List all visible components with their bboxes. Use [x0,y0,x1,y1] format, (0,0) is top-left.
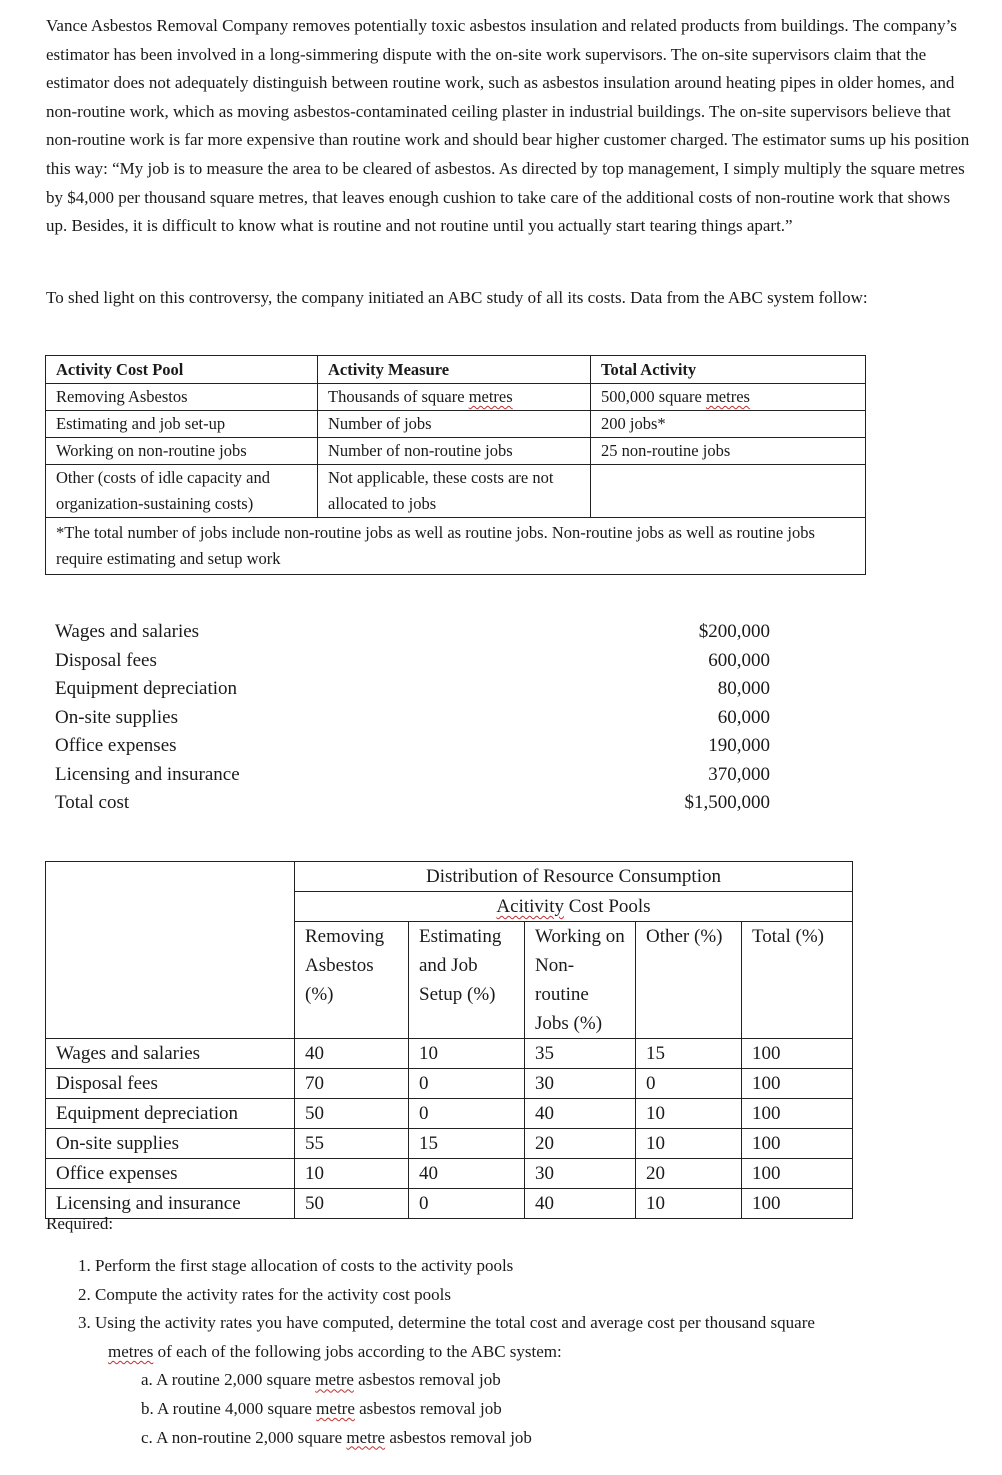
question-3-subitems [78,1366,958,1452]
list-item: b. A routine 4,000 square metre asbestos removal job [141,1398,502,1418]
intro-paragraph: Vance Asbestos Removal Company removes potentially toxic asbestos insulation and related products from buildings. The company’s estimator has been involved in a long-simmering dispute with the on-site work supervisors. The on-site supervisors claim that the estimator does not adequately distinguish between routine work, such as asbestos insulation around heating pipes in older homes, and non-routine work, which as moving asbestos-contaminated ceiling plaster in industrial buildings. The on-site supervisors believe that non-routine work is far more expensive than routine work and should bear higher customer charged. The estimator sums up his position this way: “My job is to measure the area to be cleared of asbestos. As directed by top management, I simply multiply the square metres by $4,000 per thousand square metres, that leaves enough cushion to take care of the additional costs of non-routine work that shows up. Besides, it is difficult to know what is routine and not routine until you actually start tearing things apart.” [46,16,970,236]
distribution-title: Distribution of Resource Consumption [295,862,853,892]
list-item: Disposal fees 600,000 [55,649,770,671]
list-item: Equipment depreciation 80,000 [55,678,770,699]
col-header-estimating: Estimating and Job Setup (%) [409,922,525,1039]
col-header-other: Other (%) [636,922,742,1039]
cost-list [55,618,770,818]
list-item: Total cost $1,500,000 [55,792,770,813]
required-heading: Required: [46,1214,114,1233]
distribution-subtitle: Acitivity Cost Pools [295,892,853,922]
table-row: Wages and salaries 40 10 35 15 100 [46,1039,853,1069]
table-row: Office expenses 10 40 30 20 100 [46,1159,853,1189]
col-header-removing: Removing Asbestos (%) [295,922,409,1039]
table-footnote: *The total number of jobs include non-routine jobs as well as routine jobs. Non-routine jobs as well as routine jobs require estimating and setup work [46,518,866,575]
col-header-total: Total (%) [742,922,853,1039]
list-item: On-site supplies 60,000 [55,706,770,728]
question-2: 2. Compute the activity rates for the activity cost pools [78,1284,451,1304]
table-row: Licensing and insurance 50 0 40 10 100 [46,1189,853,1219]
list-item: Office expenses 190,000 [55,735,770,756]
abc-study-paragraph: To shed light on this controversy, the company initiated an ABC study of all its costs. Data from the ABC system follow: [46,288,868,307]
table-row: Other (costs of idle capacity and organization-sustaining costs) Not applicable, these costs are not allocated to jobs [46,465,866,518]
list-item: c. A non-routine 2,000 square metre asbestos removal job [141,1427,532,1447]
question-3: 3. Using the activity rates you have computed, determine the total cost and average cost per thousand square metres of each of the following jobs according to the ABC system: a. A routine 2,000 square metre asbestos removal job b. A routine 4,000 square metre asbestos removal job c. A non-routine 2,000 square metre asbestos removal job [78,1309,958,1452]
table-row: On-site supplies 55 15 20 10 100 [46,1129,853,1159]
header-activity-cost-pool: Activity Cost Pool [46,356,318,384]
header-total-activity: Total Activity [591,356,866,384]
list-item: a. A routine 2,000 square metre asbestos removal job [141,1370,501,1390]
list-item: Wages and salaries $200,000 [55,621,770,642]
activity-cost-pool-table [45,355,866,575]
questions-list [78,1252,958,1452]
table-row: Disposal fees 70 0 30 0 100 [46,1069,853,1099]
table-row: Working on non-routine jobs Number of non-routine jobs 25 non-routine jobs [46,438,866,465]
header-activity-measure: Activity Measure [318,356,591,384]
table-row: Estimating and job set-up Number of jobs 200 jobs* [46,411,866,438]
question-1: 1. Perform the first stage allocation of costs to the activity pools [78,1256,514,1275]
list-item: Licensing and insurance 370,000 [55,763,770,785]
table-row: Removing Asbestos Thousands of square metres 500,000 square metres [46,384,866,411]
col-header-working: Working on Non-routine Jobs (%) [525,922,636,1039]
distribution-table [45,861,853,1219]
table-row: Equipment depreciation 50 0 40 10 100 [46,1099,853,1129]
